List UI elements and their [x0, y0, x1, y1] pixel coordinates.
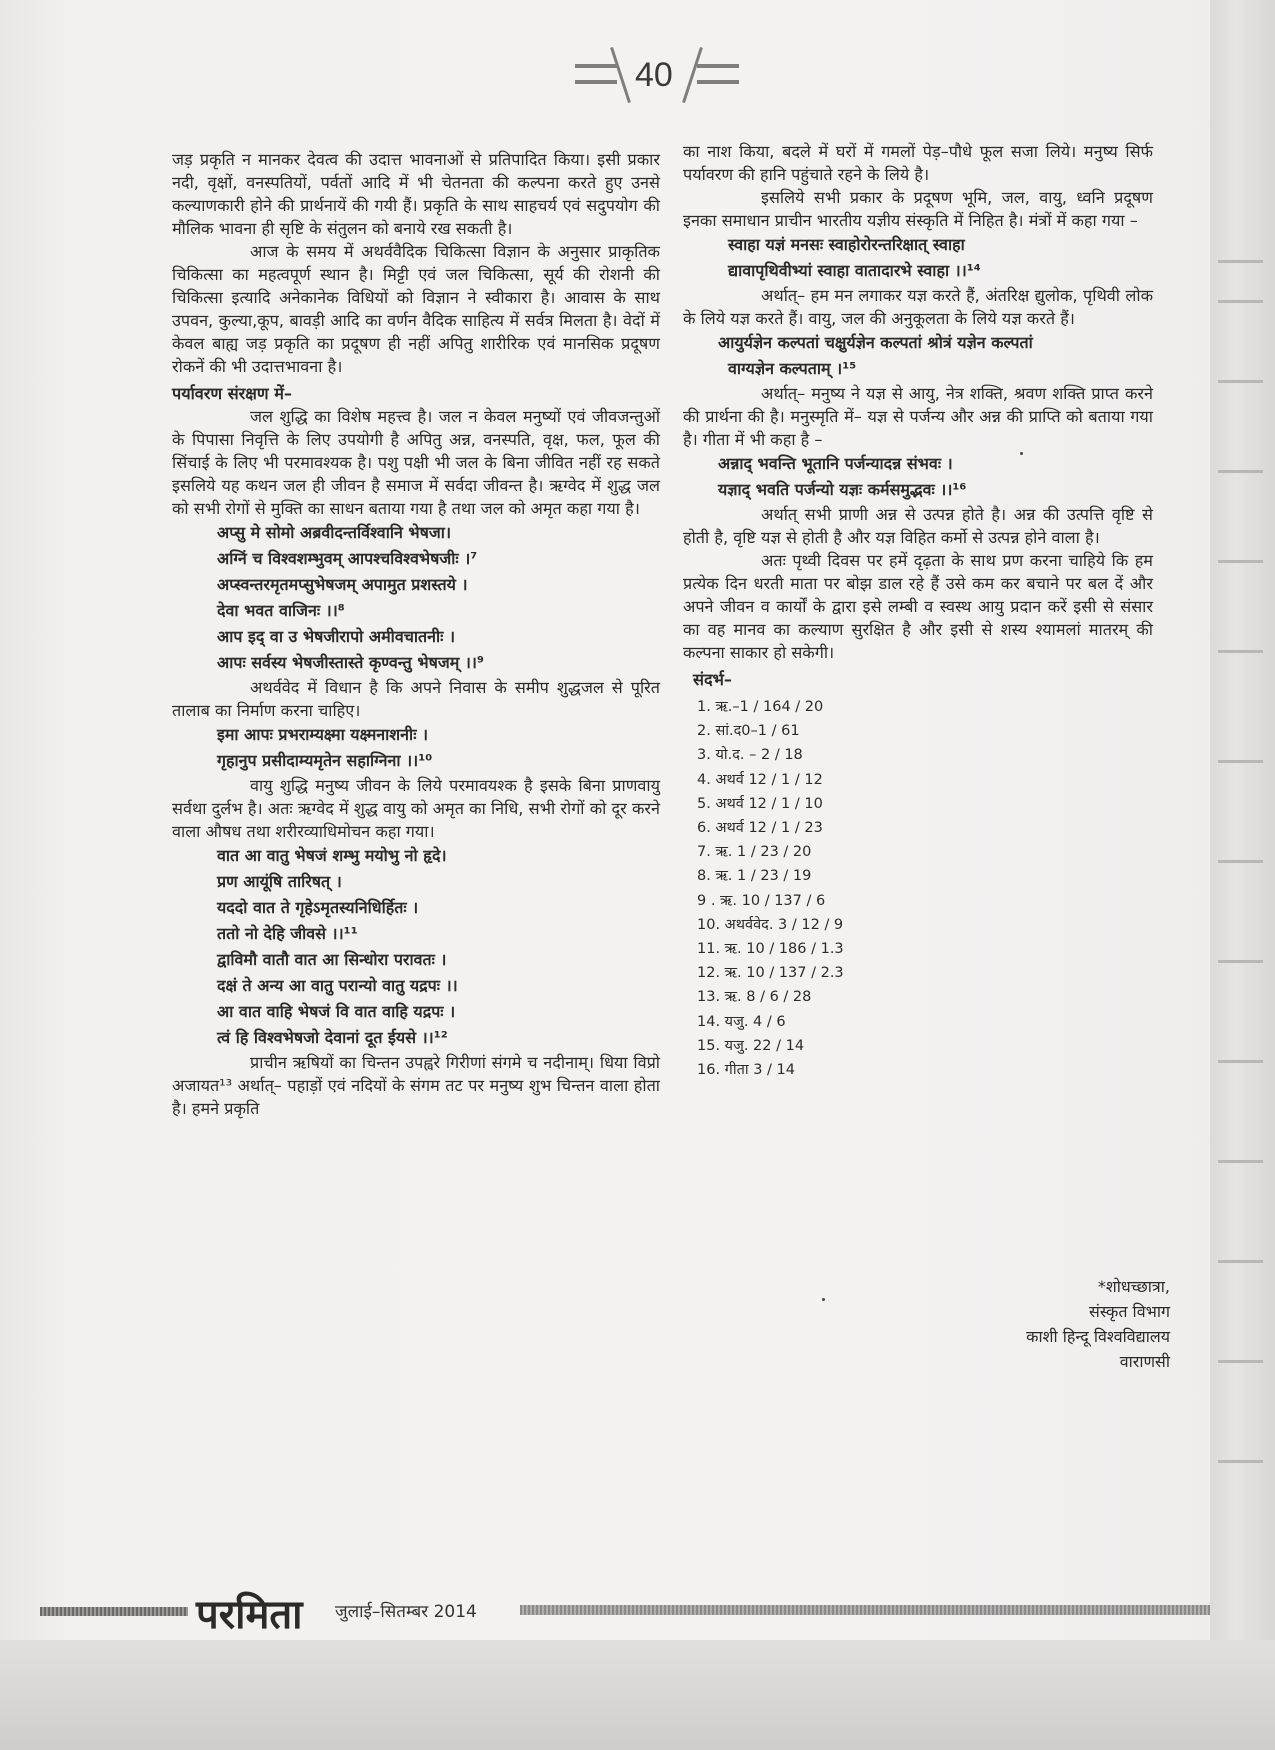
reference-item: 5. अथर्व 12 / 1 / 10 [697, 795, 823, 812]
paragraph: जड़ प्रकृति न मानकर देवत्व की उदात्त भावनाओं से प्रतिपादित किया। इसी प्रकार नदी, वृक्षों, वनस्पतियों, पर्वतों आदि में भी चेतनता की कल्पना करते हुए उनसे कल्याणकारी होने की प्रार्थनायें की गयी हैं। प्रकृति के साथ साहचर्य एवं सदुपयोग की मौलिक भावना ही सृष्टि के संतुलन को बनाये रख सकती है। [172, 150, 660, 238]
header-bar-left [575, 80, 617, 84]
paragraph: प्राचीन ऋषियों का चिन्तन उपह्वरे गिरीणां संगमे च नदीनाम्। धिया विप्रो अजायत¹³ अर्थात्– पहाड़ों एवं नदियों के संगम तट पर मनुष्य शुभ चिन्तन वाला होता है। हमने प्रकृति [172, 1053, 660, 1118]
magazine-title: परमिता [196, 1592, 303, 1638]
left-column [172, 148, 660, 1120]
verse-line: इमा आपः प्रभराम्यक्ष्मा यक्ष्मनाशनीः । [217, 725, 429, 744]
verse-line: स्वाहा यज्ञं मनसः स्वाहोरोरन्तरिक्षात् स्वाहा [728, 235, 965, 254]
references-heading: संदर्भ– [693, 670, 733, 689]
right-column [683, 140, 1153, 1082]
paragraph: आज के समय में अथर्ववैदिक चिकित्सा विज्ञान के अनुसार प्राकृतिक चिकित्सा का महत्वपूर्ण स्थान है। मिट्टी एवं जल चिकित्सा, सूर्य की रोशनी की चिकित्सा इत्यादि अनेकानेक विधियों को विज्ञान ने स्वीकारा है। आवास के साथ उपवन, कुल्या,कूप, बावड़ी आदि का वर्णन वैदिक साहित्य में सर्वत्र मिलता है। वेदों में केवल बाह्य जड़ प्रकृति का प्रदूषण ही नहीं अपितु शारीरिक एवं मानसिक प्रदूषण रोकनें की भी उदात्तभावना है। [172, 242, 660, 376]
verse-line: अग्निं च विश्वशम्भुवम् आपश्चविश्वभेषजीः ।⁷ [217, 549, 478, 568]
verse-line: वात आ वातु भेषजं शम्भु मयोभु नो हृदे। [217, 846, 447, 865]
print-speck [822, 1298, 825, 1301]
bottom-strip [0, 1640, 1275, 1750]
paragraph: अथर्ववेद में विधान है कि अपने निवास के समीप शुद्धजल से पूरित तालाब का निर्माण करना चाहिए। [172, 678, 660, 720]
reference-item: 4. अथर्व 12 / 1 / 12 [697, 771, 823, 788]
header-bar-left [575, 64, 617, 68]
footer-stripe-right [520, 1605, 1210, 1615]
verse-line: यददो वात ते गृहेऽमृतस्यनिधिर्हितः । [217, 898, 419, 917]
verse-line: अन्नाद् भवन्ति भूतानि पर्जन्यादन्न संभवः । [718, 454, 953, 473]
verse-line: त्वं हि विश्वभेषजो देवानां दूत ईयसे ।।¹² [217, 1028, 448, 1047]
paragraph: अर्थात्– हम मन लगाकर यज्ञ करते हैं, अंतरिक्ष द्युलोक, पृथिवी लोक के लिये यज्ञ करते हैं। वायु, जल की अनुकूलता के लिये यज्ञ करते हैं। [683, 286, 1153, 328]
city: वाराणसी [1119, 1352, 1170, 1371]
next-page-edge [1210, 0, 1275, 1750]
print-speck [1020, 452, 1023, 455]
reference-item: 2. सां.द0–1 / 61 [697, 723, 800, 740]
verse-line: आप इद् वा उ भेषजीरापो अमीवचातनीः । [217, 627, 456, 646]
header-bracket-right [682, 47, 703, 103]
reference-item: 16. गीता 3 / 14 [697, 1062, 795, 1079]
verse-line: आयुर्यज्ञेन कल्पतां चक्षुर्यज्ञेन कल्पतां श्रोत्रं यज्ञेन कल्पतां [718, 333, 1033, 352]
author-role: *शोधच्छात्रा, [1097, 1277, 1170, 1296]
department: संस्कृत विभाग [1089, 1302, 1170, 1321]
page-number: 40 [635, 56, 673, 94]
verse-line: देवा भवत वाजिनः ।।⁸ [217, 601, 345, 620]
verse-line: अप्सु मे सोमो अब्रवीदन्तर्विश्वानि भेषजा। [217, 523, 452, 542]
verse-line: ततो नो देहि जीवसे ।।¹¹ [217, 924, 358, 943]
paragraph: अतः पृथ्वी दिवस पर हमें दृढ़ता के साथ प्रण करना चाहिये कि हम प्रत्येक दिन धरती माता पर बोझ डाल रहे हैं उसे कम कर बचाने पर बल दें और अपने जीवन व कार्यों के द्वारा इसे लम्बी व स्वस्थ आयु प्रदान करें इसी से संसार का वह मानव का कल्याण सुरक्षित है और इसी से शस्य श्यामलां मातरम् की कल्पना साकार हो सकेगी। [683, 551, 1153, 662]
reference-item: 15. यजु. 22 / 14 [697, 1037, 805, 1054]
verse-line: अप्स्वन्तरमृतमप्सुभेषजम् अपामुत प्रशस्तये । [217, 575, 468, 594]
header-bracket-left [610, 47, 631, 103]
issue-date: जुलाई–सितम्बर 2014 [335, 1602, 477, 1622]
header-bar-right [697, 80, 739, 84]
section-heading: पर्यावरण संरक्षण में– [172, 384, 293, 403]
paragraph: अर्थात् सभी प्राणी अन्न से उत्पन्न होते है। अन्न की उत्पत्ति वृष्टि से होती है, वृष्टि यज्ञ से होती है और यज्ञ विहित कर्मो से उत्पन्न होने वाला है। [683, 505, 1153, 547]
paragraph: जल शुद्धि का विशेष महत्त्व है। जल न केवल मनुष्यों एवं जीवजन्तुओं के पिपासा निवृत्ति के लिए उपयोगी है अपितु अन्न, वनस्पति, वृक्ष, फल, फूल की सिंचाई के लिए भी परमावश्यक है। पशु पक्षी भी जल के बिना जीवित नहीं रह सकते इसलिये यह कथन जल ही जीवन है समाज में सर्वदा जीवन्त है। ऋग्वेद में शुद्ध जल को सभी रोगों से मुक्ति का साधन बताया गया है तथा जल को अमृत कहा गया है। [172, 407, 660, 518]
reference-item: 6. अथर्व 12 / 1 / 23 [697, 820, 823, 837]
reference-item: 1. ऋ.–1 / 164 / 20 [697, 699, 824, 715]
reference-item: 12. ऋ. 10 / 137 / 2.3 [697, 965, 844, 982]
footer-stripe-left [40, 1607, 188, 1616]
reference-item: 7. ऋ. 1 / 23 / 20 [697, 844, 812, 861]
verse-line: द्यावापृथिवीभ्यां स्वाहा वातादारभे स्वाहा ।।¹⁴ [728, 261, 981, 280]
verse-line: वाग्यज्ञेन कल्पताम् ।¹⁵ [728, 359, 857, 378]
verse-line: यज्ञाद् भवति पर्जन्यो यज्ञः कर्मसमुद्भवः ।।¹⁶ [718, 480, 967, 499]
reference-item: 10. अथर्ववेद. 3 / 12 / 9 [697, 916, 844, 933]
reference-item: 13. ऋ. 8 / 6 / 28 [697, 989, 812, 1006]
verse-line: दक्षं ते अन्य आ वातु परान्यो वातु यद्रपः ।। [217, 976, 458, 995]
paragraph: का नाश किया, बदले में घरों में गमलों पेड़–पौधे फूल सजा लिये। मनुष्य सिर्फ पर्यावरण की हानि पहुंचाते रहने के लिये है। [683, 142, 1153, 184]
page-footer [0, 1585, 1275, 1638]
reference-item: 9 . ऋ. 10 / 137 / 6 [697, 892, 826, 909]
author-affiliation [960, 1274, 1170, 1374]
verse-line: आपः सर्वस्य भेषजीस्तास्ते कृण्वन्तु भेषजम् ।।⁹ [217, 653, 484, 672]
page-header [575, 36, 735, 116]
paragraph: इसलिये सभी प्रकार के प्रदूषण भूमि, जल, वायु, ध्वनि प्रदूषण इनका समाधान प्राचीन भारतीय यज्ञीय संस्कृति में निहित है। मंत्रों में कहा गया – [683, 188, 1153, 230]
verse-line: आ वात वाहि भेषजं वि वात वाहि यद्रपः । [217, 1002, 456, 1021]
references-list [697, 695, 1153, 1082]
paragraph: वायु शुद्धि मनुष्य जीवन के लिये परमावयश्क है इसके बिना प्राणवायु सर्वथा दुर्लभ है। अतः ऋग्वेद में शुद्ध वायु को अमृत का निधि, सभी रोगों को दूर करने वाला औषध तथा शरीरव्याधिमोचन कहा गया। [172, 776, 660, 841]
university: काशी हिन्दू विश्वविद्यालय [1026, 1327, 1170, 1346]
verse-line: गृहानुप प्रसीदाम्यमृतेन सहाग्निना ।।¹⁰ [217, 751, 433, 770]
reference-item: 14. यजु. 4 / 6 [697, 1013, 786, 1030]
paragraph: अर्थात्– मनुष्य ने यज्ञ से आयु, नेत्र शक्ति, श्रवण शक्ति प्राप्त करने की प्रार्थना की है। मनुस्मृति में– यज्ञ से पर्जन्य और अन्न की प्राप्ति को बताया गया है। गीता में भी कहा है – [683, 384, 1153, 449]
verse-line: द्वाविमौ वातौ वात आ सिन्धोरा परावतः । [217, 950, 447, 969]
header-bar-right [697, 64, 739, 68]
reference-item: 11. ऋ. 10 / 186 / 1.3 [697, 941, 844, 958]
reference-item: 3. यो.द. – 2 / 18 [697, 747, 803, 764]
reference-item: 8. ऋ. 1 / 23 / 19 [697, 868, 812, 885]
verse-line: प्रण आयूंषि तारिषत् । [217, 872, 342, 891]
